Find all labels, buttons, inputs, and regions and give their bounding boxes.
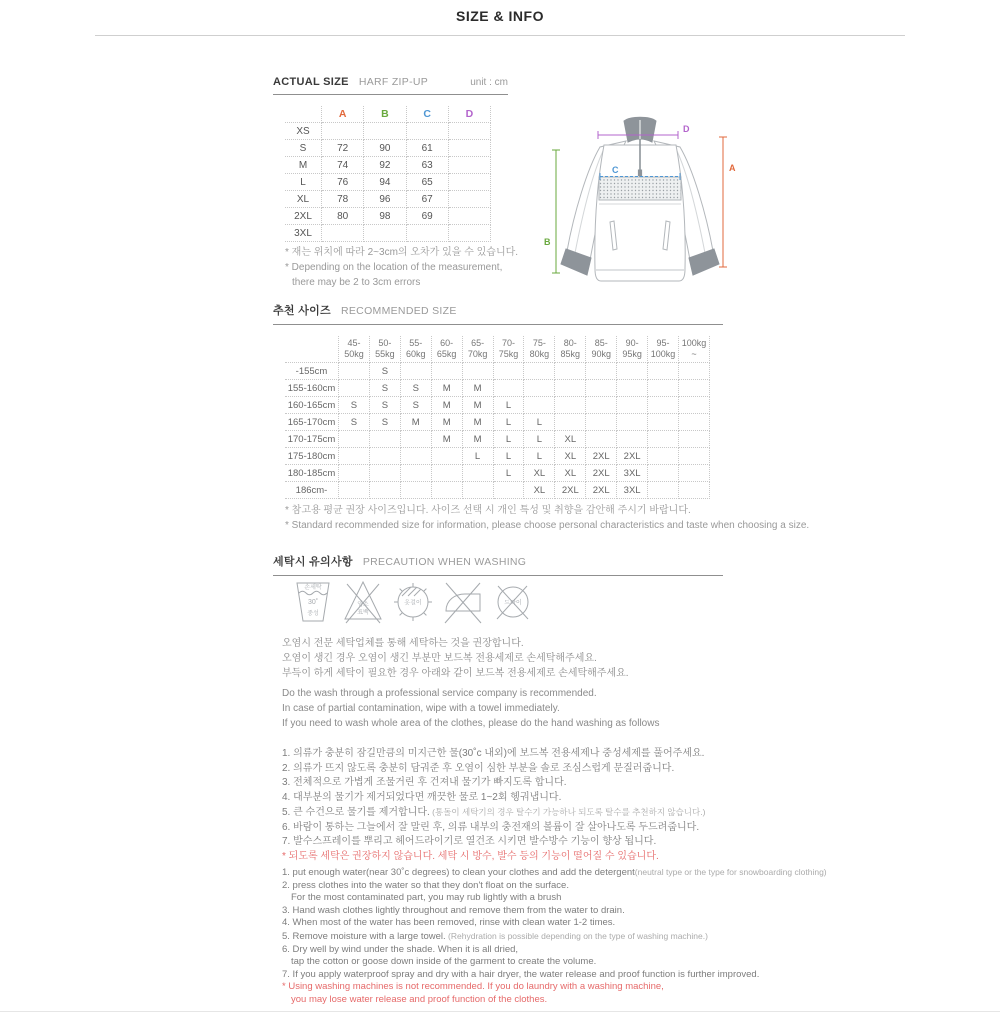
- size-table-row: [285, 174, 491, 191]
- recommended-size-cell: S: [369, 380, 400, 397]
- recommended-size-cell: 2XL: [586, 482, 617, 499]
- recommended-table-row: [285, 397, 710, 414]
- jacket-measurement-diagram: [540, 95, 740, 305]
- recommended-size-cell: [339, 482, 370, 499]
- recommended-size-cell: M: [462, 380, 493, 397]
- height-row-label: 160-165cm: [285, 397, 339, 414]
- note-line: there may be 2 to 3cm errors: [292, 277, 421, 288]
- recommended-size-cell: [524, 363, 555, 380]
- recommended-size-cell: [431, 363, 462, 380]
- size-value-cell: 65: [406, 174, 448, 191]
- washing-step-note: (통돌이 세탁기의 경우 탈수기 가능하나 되도록 탈수를 추천하지 않습니다.): [429, 807, 706, 817]
- recommended-size-cell: L: [462, 448, 493, 465]
- recommended-size-cell: M: [462, 397, 493, 414]
- paragraph-line: 부득이 하게 세탁이 필요한 경우 아래와 같이 보드복 전용세제로 손세탁해주세요.: [282, 668, 629, 679]
- recommended-size-cell: [369, 465, 400, 482]
- measure-label-a: A: [729, 163, 736, 173]
- size-row-label: S: [285, 140, 322, 157]
- washing-step-line: tap the cotton or goose down inside of the garment to create the volume.: [291, 956, 597, 968]
- recommended-size-cell: [555, 397, 586, 414]
- size-value-cell: [322, 225, 364, 242]
- hanger-dry-icon: [392, 577, 434, 625]
- recommended-size-cell: L: [493, 465, 524, 482]
- weight-header-line: 100kg: [650, 349, 676, 359]
- weight-column-header: [369, 336, 400, 363]
- paragraph-line: Do the wash through a professional service company is recommended.: [282, 688, 597, 699]
- washing-steps-ko: [282, 747, 705, 864]
- recommended-size-cell: [339, 363, 370, 380]
- weight-column-header: [339, 336, 370, 363]
- recommended-size-cell: [524, 380, 555, 397]
- recommended-size-cell: [586, 363, 617, 380]
- measure-label-c: C: [612, 165, 619, 175]
- recommended-size-cell: [678, 431, 709, 448]
- weight-header-line: 45-: [347, 338, 361, 348]
- weight-column-header: [524, 336, 555, 363]
- washing-step-line: 3. 전체적으로 가볍게 조물거린 후 건져내 물기가 빠지도록 합니다.: [282, 777, 567, 788]
- recommended-size-cell: [400, 431, 431, 448]
- size-row-label: XS: [285, 123, 322, 140]
- recommended-size-cell: [339, 380, 370, 397]
- page-title: SIZE & INFO: [456, 8, 544, 24]
- measure-line-a: [719, 137, 727, 267]
- weight-column-header: [617, 336, 648, 363]
- size-table-row: [285, 157, 491, 174]
- actual-size-unit-label: unit : cm: [470, 77, 508, 88]
- recommended-size-cell: 2XL: [586, 465, 617, 482]
- recommended-size-cell: [555, 414, 586, 431]
- washing-step-line: 2. 의류가 뜨지 않도록 충분히 담궈준 후 오염이 심한 부분을 솔로 조심스럽게 문질러줍니다.: [282, 762, 675, 774]
- recommended-size-cell: L: [524, 431, 555, 448]
- size-column-header: C: [406, 106, 448, 123]
- recommended-size-cell: S: [369, 414, 400, 431]
- recommended-size-cell: M: [431, 397, 462, 414]
- recommended-size-cell: [678, 380, 709, 397]
- recommended-size-cell: [648, 448, 679, 465]
- size-value-cell: 96: [364, 191, 406, 208]
- washing-title-en: PRECAUTION WHEN WASHING: [362, 556, 527, 568]
- size-row-label: 3XL: [285, 225, 322, 242]
- weight-header-line: 65-: [471, 338, 485, 348]
- size-table-row: [285, 191, 491, 208]
- recommended-size-cell: [555, 380, 586, 397]
- recommended-size-cell: [648, 397, 679, 414]
- recommended-size-cell: [678, 414, 709, 431]
- actual-size-notes: [285, 245, 518, 290]
- note-line: * 참고용 평균 권장 사이즈입니다. 사이즈 선택 시 개인 특성 및 취향을 감안해 주시기 바랍니다.: [285, 505, 691, 516]
- recommended-size-cell: 3XL: [617, 465, 648, 482]
- recommended-size-cell: 3XL: [617, 482, 648, 499]
- recommended-size-cell: XL: [555, 448, 586, 465]
- recommended-size-cell: L: [493, 397, 524, 414]
- recommended-size-cell: 2XL: [586, 448, 617, 465]
- weight-header-line: 55-: [409, 338, 423, 348]
- size-value-cell: [406, 225, 448, 242]
- washing-step-line: For the most contaminated part, you may rub lightly with a brush: [291, 892, 562, 904]
- recommended-size-cell: [431, 448, 462, 465]
- measure-label-d: D: [683, 124, 690, 134]
- washing-step-line: 6. Dry well by wind under the shade. When it is all dried,: [282, 943, 519, 955]
- height-row-label: 186cm-: [285, 482, 339, 499]
- washing-step-line: 6. 바람이 통하는 그늘에서 잘 말린 후, 의류 내부의 충전재의 볼륨이 잘 살아나도록 두드려줍니다.: [282, 821, 700, 833]
- weight-column-header: [400, 336, 431, 363]
- recommended-size-cell: XL: [555, 431, 586, 448]
- no-dry-cleaning-icon: [492, 577, 534, 625]
- recommended-size-cell: XL: [524, 465, 555, 482]
- recommended-size-cell: L: [493, 431, 524, 448]
- washing-title-ko: 세탁시 유의사항: [273, 556, 353, 568]
- recommended-size-cell: XL: [524, 482, 555, 499]
- washing-step-line: 2. press clothes into the water so that they don't float on the surface.: [282, 879, 569, 891]
- recommended-size-table: [285, 336, 710, 499]
- recommended-table-row: [285, 363, 710, 380]
- weight-header-line: 85-: [594, 338, 608, 348]
- size-value-cell: 76: [322, 174, 364, 191]
- recommended-size-cell: M: [462, 431, 493, 448]
- recommended-size-cell: [678, 397, 709, 414]
- recommended-size-cell: [586, 380, 617, 397]
- recommended-size-cell: [339, 465, 370, 482]
- size-table-row: [285, 123, 491, 140]
- size-row-label: XL: [285, 191, 322, 208]
- recommended-size-cell: M: [431, 380, 462, 397]
- recommended-size-cell: [586, 414, 617, 431]
- weight-header-line: 90-: [625, 338, 639, 348]
- washing-step-line: 1. put enough water(near 30˚c degrees) to clean your clothes and add the detergent(neutral type or the type for snowboarding clothing): [282, 867, 827, 878]
- recommended-corner-cell: [285, 336, 339, 363]
- recommended-size-cell: [617, 397, 648, 414]
- weight-header-line: 65kg: [436, 349, 457, 359]
- size-table-header-row: [285, 106, 491, 123]
- weight-header-line: 85kg: [560, 349, 581, 359]
- jacket-chest-panel: [599, 177, 681, 200]
- recommended-table-row: [285, 380, 710, 397]
- recommended-size-cell: S: [369, 397, 400, 414]
- washing-step-line: 7. If you apply waterproof spray and dry with a hair dryer, the water release and proof function is further improved.: [282, 968, 760, 980]
- recommended-table-row: [285, 431, 710, 448]
- weight-header-line: 70kg: [467, 349, 488, 359]
- size-value-cell: [448, 174, 490, 191]
- recommended-size-cell: M: [431, 431, 462, 448]
- top-divider: [95, 35, 905, 36]
- size-value-cell: [364, 123, 406, 140]
- weight-header-line: 80-: [563, 338, 577, 348]
- size-row-label: M: [285, 157, 322, 174]
- washing-step-line: 5. 큰 수건으로 물기를 제거합니다. (통돌이 세탁기의 경우 탈수기 가능하나 되도록 탈수를 추천하지 않습니다.): [282, 807, 706, 818]
- recommended-size-cell: [648, 431, 679, 448]
- recommended-size-cell: [617, 363, 648, 380]
- size-table-corner-cell: [285, 106, 322, 123]
- actual-size-section-header: [273, 76, 508, 95]
- recommended-table-row: [285, 448, 710, 465]
- recommended-size-cell: S: [339, 414, 370, 431]
- svg-text:옷걸이: 옷걸이: [404, 600, 422, 607]
- recommended-size-cell: [400, 363, 431, 380]
- recommended-size-cell: [431, 482, 462, 499]
- svg-text:중성: 중성: [307, 611, 319, 617]
- svg-text:염소: 염소: [357, 602, 369, 608]
- hand-wash-30-icon: [292, 577, 334, 625]
- size-value-cell: 61: [406, 140, 448, 157]
- recommended-size-cell: [648, 482, 679, 499]
- washing-step-line: * 되도록 세탁은 권장하지 않습니다. 세탁 시 방수, 발수 등의 기능이 떨어질 수 있습니다.: [282, 850, 659, 862]
- size-table-row: [285, 208, 491, 225]
- weight-column-header: [462, 336, 493, 363]
- recommended-size-cell: [648, 363, 679, 380]
- size-value-cell: 80: [322, 208, 364, 225]
- recommended-header-row: [285, 336, 710, 363]
- weight-header-line: 70-: [501, 338, 515, 348]
- weight-header-line: 55kg: [375, 349, 395, 359]
- recommended-size-title-en: RECOMMENDED SIZE: [341, 305, 457, 317]
- recommended-table-row: [285, 414, 710, 431]
- size-row-label: L: [285, 174, 322, 191]
- recommended-size-section-header: [273, 302, 723, 325]
- recommended-size-cell: [617, 380, 648, 397]
- height-row-label: 180-185cm: [285, 465, 339, 482]
- recommended-size-cell: [678, 465, 709, 482]
- recommended-size-cell: [586, 431, 617, 448]
- washing-step-line: 3. Hand wash clothes lightly throughout and remove them from the water to drain.: [282, 904, 625, 916]
- weight-header-line: 80kg: [529, 349, 550, 359]
- svg-text:30˚: 30˚: [307, 599, 319, 606]
- no-iron-icon: [442, 577, 484, 625]
- weight-column-header: [648, 336, 679, 363]
- recommended-table-row: [285, 465, 710, 482]
- size-value-cell: [448, 208, 490, 225]
- recommended-size-cell: [678, 448, 709, 465]
- washing-step-line: 4. When most of the water has been removed, rinse with clean water 1-2 times.: [282, 917, 616, 929]
- recommended-size-cell: [400, 465, 431, 482]
- size-value-cell: [364, 225, 406, 242]
- recommended-size-cell: M: [431, 414, 462, 431]
- recommended-size-cell: [524, 397, 555, 414]
- weight-column-header: [678, 336, 709, 363]
- washing-steps-en: [282, 866, 827, 1007]
- recommended-size-cell: [369, 482, 400, 499]
- size-value-cell: 98: [364, 208, 406, 225]
- measure-label-b: B: [544, 237, 551, 247]
- weight-column-header: [586, 336, 617, 363]
- recommended-size-cell: L: [524, 414, 555, 431]
- size-value-cell: [448, 123, 490, 140]
- recommended-size-cell: [648, 414, 679, 431]
- recommended-size-cell: L: [524, 448, 555, 465]
- washing-care-icons: [292, 577, 534, 625]
- recommended-size-cell: S: [400, 397, 431, 414]
- size-value-cell: 67: [406, 191, 448, 208]
- recommended-size-cell: [555, 363, 586, 380]
- recommended-size-title-ko: 추천 사이즈: [273, 305, 331, 317]
- weight-header-line: 60-: [440, 338, 454, 348]
- weight-header-line: 95kg: [622, 349, 642, 359]
- recommended-size-cell: [493, 482, 524, 499]
- size-value-cell: [406, 123, 448, 140]
- size-value-cell: 72: [322, 140, 364, 157]
- washing-paragraph-en: [282, 686, 659, 731]
- recommended-size-cell: [493, 363, 524, 380]
- svg-text:드라이: 드라이: [504, 600, 522, 607]
- recommended-size-cell: [493, 380, 524, 397]
- paragraph-line: 오염시 전문 세탁업체를 통해 세탁하는 것을 권장합니다.: [282, 638, 524, 649]
- weight-header-line: ~: [691, 349, 697, 359]
- recommended-size-notes: [285, 503, 809, 533]
- weight-header-line: 50-: [378, 338, 392, 348]
- washing-step-note: (neutral type or the type for snowboarding clothing): [634, 867, 827, 877]
- washing-paragraph-ko: [282, 636, 629, 681]
- weight-header-line: 100kg: [681, 338, 707, 348]
- recommended-size-cell: S: [339, 397, 370, 414]
- recommended-size-cell: [678, 482, 709, 499]
- washing-section-header: [273, 553, 723, 576]
- recommended-size-cell: [462, 482, 493, 499]
- height-row-label: 165-170cm: [285, 414, 339, 431]
- size-table-row: [285, 140, 491, 157]
- washing-step-line: 5. Remove moisture with a large towel. (Rehydration is possible depending on the type of washing machine.): [282, 930, 708, 942]
- recommended-size-cell: S: [400, 380, 431, 397]
- washing-step-line: 4. 대부분의 물기가 제거되었다면 깨끗한 물로 1~2회 헹궈냅니다.: [282, 791, 562, 803]
- note-line: * Depending on the location of the measurement,: [285, 262, 503, 273]
- washing-step-note: (Rehydration is possible depending on the type of washing machine.): [445, 930, 708, 941]
- size-value-cell: 74: [322, 157, 364, 174]
- washing-step-line: you may lose water release and proof function of the clothes.: [291, 993, 548, 1005]
- weight-header-line: 90kg: [591, 349, 611, 359]
- recommended-table-row: [285, 482, 710, 499]
- size-column-header: D: [448, 106, 490, 123]
- recommended-size-cell: [678, 363, 709, 380]
- height-row-label: 155-160cm: [285, 380, 339, 397]
- washing-step-line: 1. 의류가 충분히 잠길만큼의 미지근한 물(30˚c 내외)에 보드복 전용세제나 중성세제를 풀어주세요.: [282, 748, 705, 759]
- weight-column-header: [431, 336, 462, 363]
- recommended-size-cell: [648, 380, 679, 397]
- size-value-cell: [448, 157, 490, 174]
- recommended-size-cell: L: [493, 448, 524, 465]
- size-value-cell: 63: [406, 157, 448, 174]
- size-table-row: [285, 225, 491, 242]
- size-column-header: A: [322, 106, 364, 123]
- weight-column-header: [555, 336, 586, 363]
- recommended-size-cell: [462, 465, 493, 482]
- recommended-size-cell: XL: [555, 465, 586, 482]
- size-row-label: 2XL: [285, 208, 322, 225]
- size-value-cell: 92: [364, 157, 406, 174]
- weight-header-line: 50kg: [344, 349, 364, 359]
- size-value-cell: 94: [364, 174, 406, 191]
- size-value-cell: [448, 191, 490, 208]
- paragraph-line: 오염이 생긴 경우 오염이 생긴 부분만 보드복 전용세제로 손세탁해주세요.: [282, 653, 597, 664]
- actual-size-table: [285, 106, 491, 242]
- recommended-size-cell: [431, 465, 462, 482]
- washing-step-line: * Using washing machines is not recommended. If you do laundry with a washing machine,: [282, 981, 664, 993]
- paragraph-line: In case of partial contamination, wipe with a towel immediately.: [282, 703, 560, 714]
- svg-text:표백: 표백: [357, 610, 369, 616]
- bottom-divider: [0, 1011, 1000, 1012]
- recommended-size-cell: [369, 448, 400, 465]
- height-row-label: 175-180cm: [285, 448, 339, 465]
- size-value-cell: 78: [322, 191, 364, 208]
- measure-line-b: [552, 150, 560, 273]
- recommended-size-cell: [617, 414, 648, 431]
- recommended-size-cell: S: [369, 363, 400, 380]
- svg-text:손세탁: 손세탁: [304, 585, 322, 591]
- size-value-cell: [448, 140, 490, 157]
- paragraph-line: If you need to wash whole area of the clothes, please do the hand washing as follows: [282, 718, 660, 729]
- size-column-header: B: [364, 106, 406, 123]
- recommended-size-cell: M: [400, 414, 431, 431]
- recommended-size-cell: 2XL: [617, 448, 648, 465]
- recommended-size-cell: M: [462, 414, 493, 431]
- recommended-size-cell: [400, 448, 431, 465]
- actual-size-title: ACTUAL SIZE: [273, 76, 349, 88]
- recommended-size-cell: [648, 465, 679, 482]
- recommended-size-cell: [617, 431, 648, 448]
- size-value-cell: 69: [406, 208, 448, 225]
- recommended-size-cell: [339, 431, 370, 448]
- recommended-size-cell: [400, 482, 431, 499]
- weight-header-line: 60kg: [406, 349, 426, 359]
- no-bleach-icon: [342, 577, 384, 625]
- recommended-size-cell: L: [493, 414, 524, 431]
- recommended-size-cell: [339, 448, 370, 465]
- recommended-size-cell: [369, 431, 400, 448]
- washing-step-line: 7. 발수스프레이를 뿌리고 헤어드라이기로 열건조 시키면 발수방수 기능이 향상 됩니다.: [282, 836, 657, 847]
- recommended-size-cell: [586, 397, 617, 414]
- height-row-label: -155cm: [285, 363, 339, 380]
- note-line: * 재는 위치에 따라 2~3cm의 오차가 있을 수 있습니다.: [285, 247, 519, 258]
- size-value-cell: 90: [364, 140, 406, 157]
- height-row-label: 170-175cm: [285, 431, 339, 448]
- weight-column-header: [493, 336, 524, 363]
- weight-header-line: 75kg: [498, 349, 519, 359]
- size-value-cell: [322, 123, 364, 140]
- note-line: * Standard recommended size for information, please choose personal characteristics and taste when choosing a size.: [285, 520, 810, 531]
- actual-size-product-name: HARF ZIP-UP: [358, 76, 429, 88]
- weight-header-line: 75-: [532, 338, 546, 348]
- recommended-size-cell: 2XL: [555, 482, 586, 499]
- weight-header-line: 95-: [656, 338, 670, 348]
- recommended-size-cell: [462, 363, 493, 380]
- size-value-cell: [448, 225, 490, 242]
